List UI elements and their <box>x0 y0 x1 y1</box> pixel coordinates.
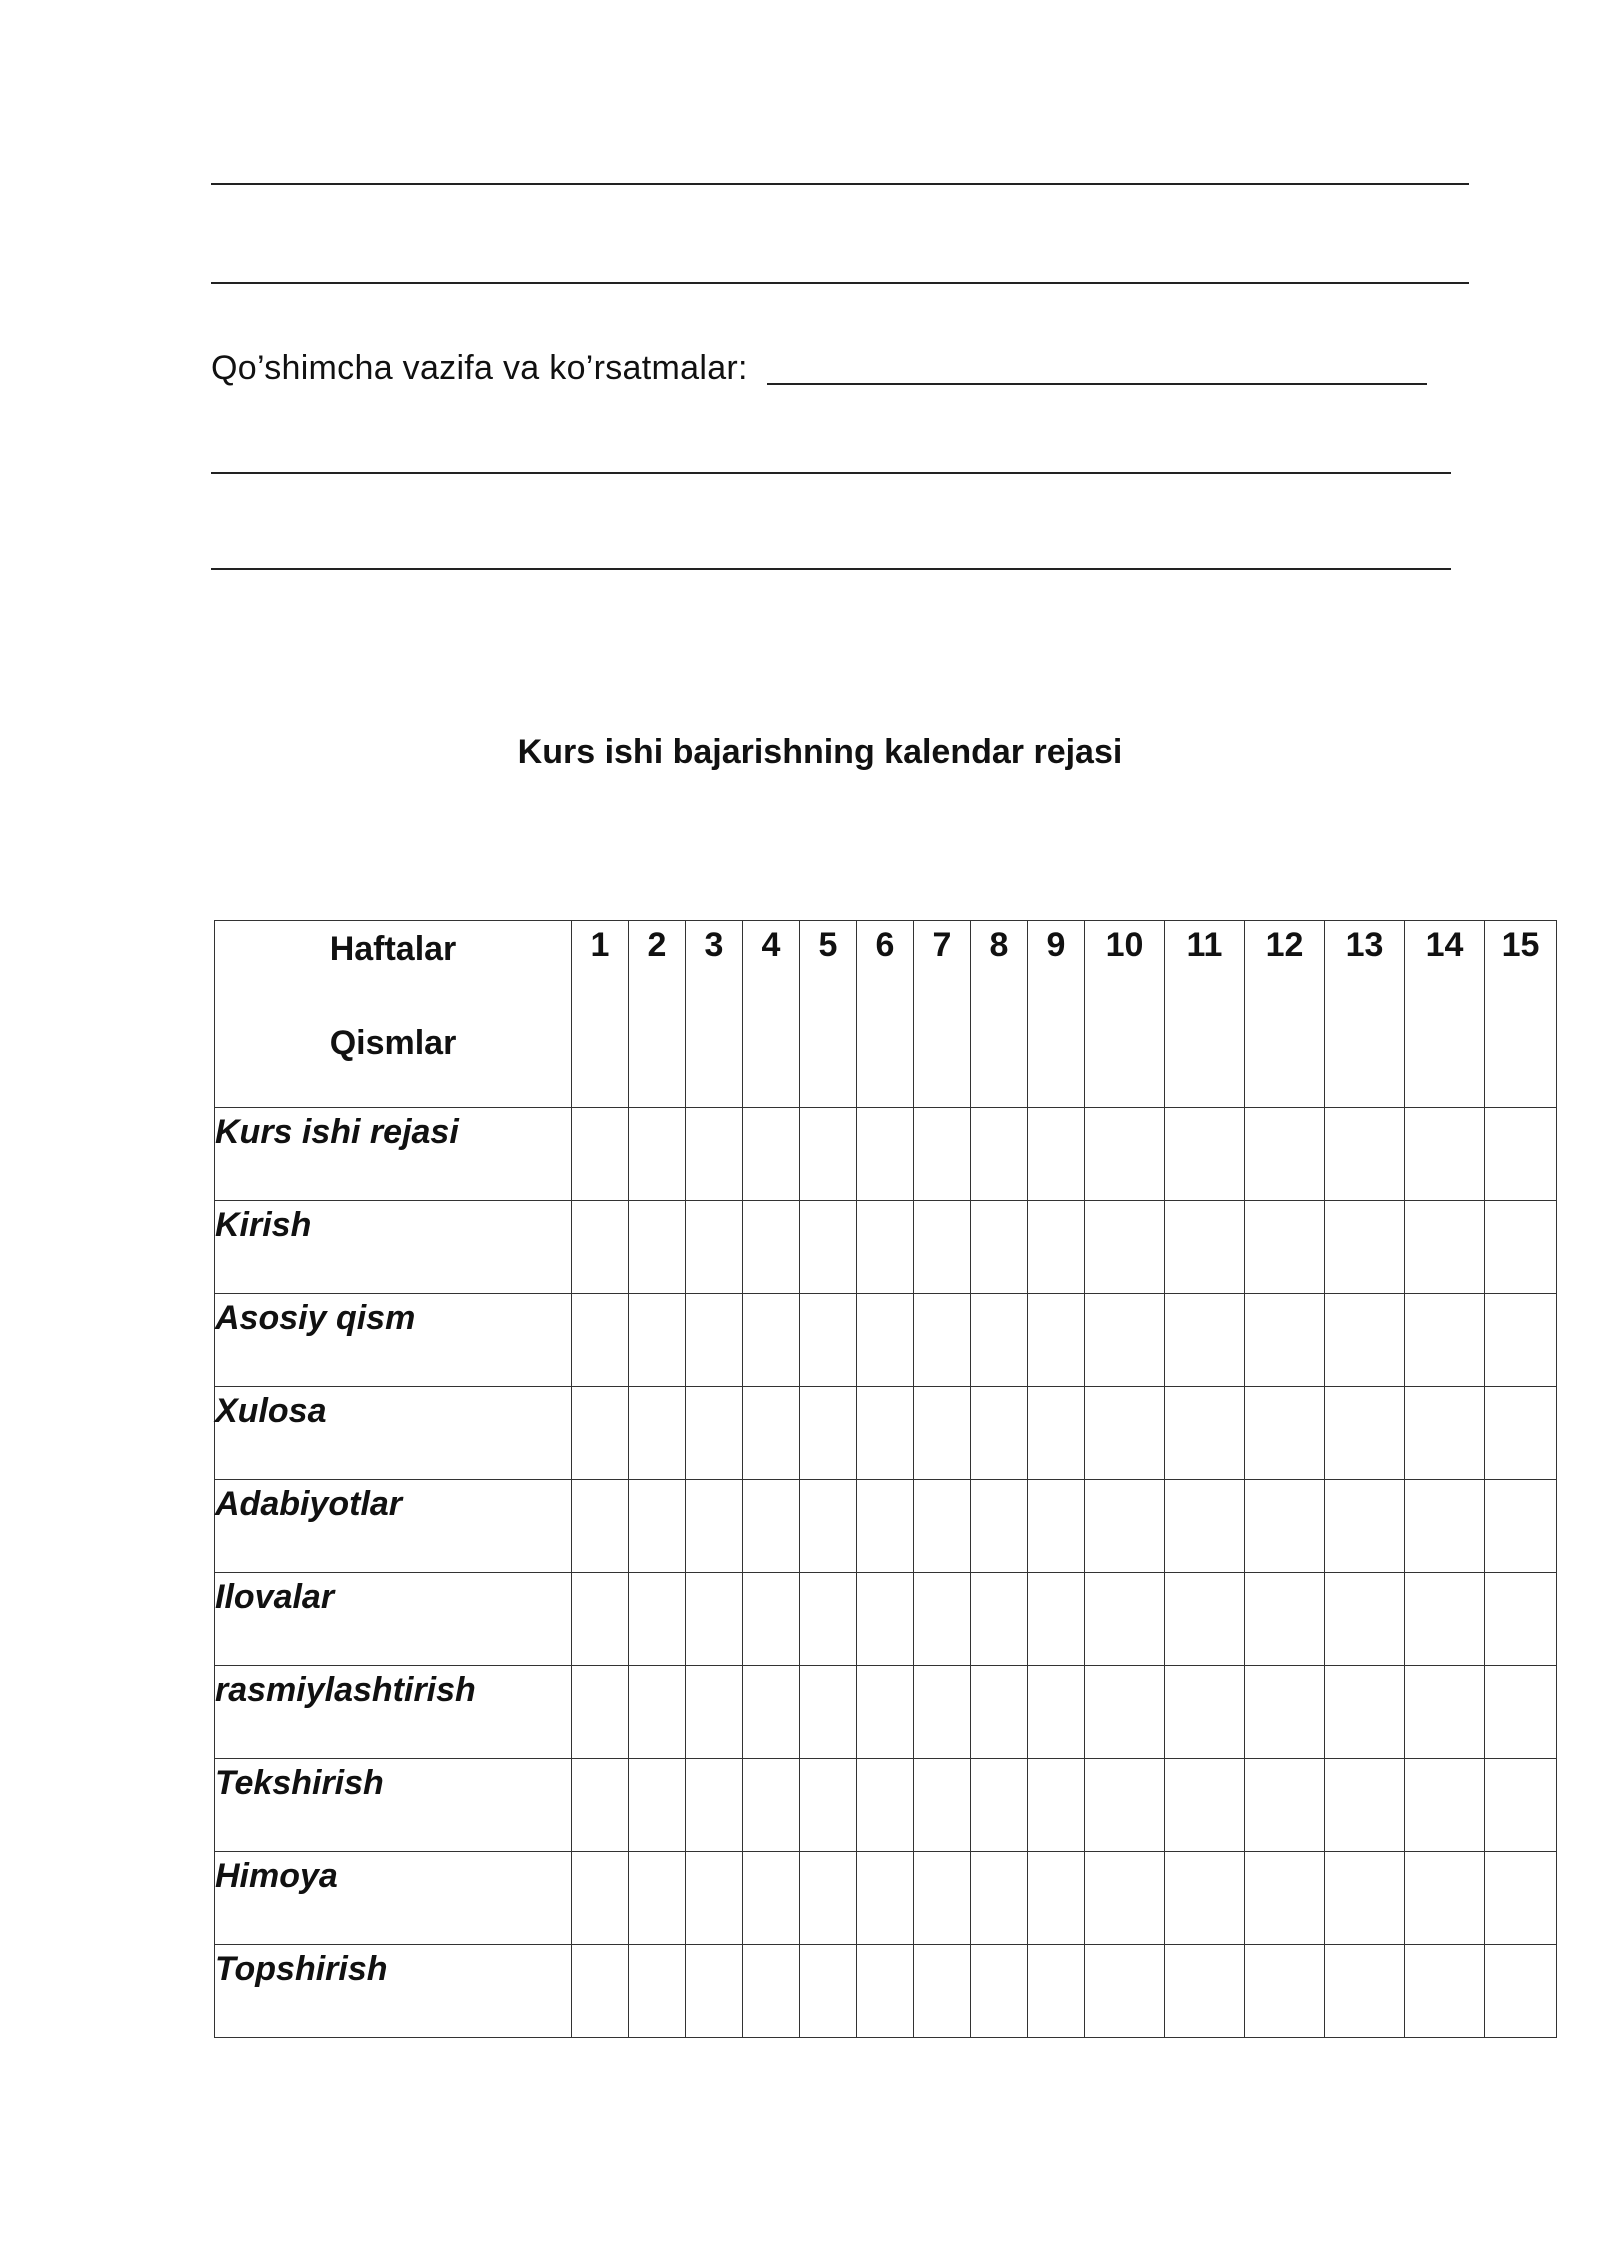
week-number-header: 6 <box>857 921 914 1108</box>
week-cell <box>857 1759 914 1852</box>
week-cell <box>1485 1945 1557 2038</box>
table-row <box>215 1852 1557 1945</box>
week-cell <box>800 1852 857 1945</box>
week-cell <box>800 1294 857 1387</box>
week-cell <box>1405 1945 1485 2038</box>
calendar-plan-title: Kurs ishi bajarishning kalendar rejasi <box>517 733 1123 771</box>
week-cell <box>1165 1108 1245 1201</box>
week-cell <box>572 1852 629 1945</box>
week-cell <box>1405 1852 1485 1945</box>
week-cell <box>743 1294 800 1387</box>
week-cell <box>629 1387 686 1480</box>
week-cell <box>686 1387 743 1480</box>
table-row <box>215 1387 1557 1480</box>
week-cell <box>629 1294 686 1387</box>
week-cell <box>1325 1294 1405 1387</box>
week-cell <box>629 1945 686 2038</box>
week-cell <box>1245 1294 1325 1387</box>
header-weeks-label: Haftalar <box>329 930 457 968</box>
week-cell <box>857 1108 914 1201</box>
week-cell <box>800 1387 857 1480</box>
week-cell <box>1325 1480 1405 1573</box>
blank-line <box>211 472 1451 474</box>
week-number-header: 1 <box>572 921 629 1108</box>
header-sections-label: Qismlar <box>329 1024 457 1062</box>
week-cell <box>1485 1852 1557 1945</box>
week-cell <box>1028 1945 1085 2038</box>
week-cell <box>1485 1573 1557 1666</box>
week-cell <box>1485 1480 1557 1573</box>
week-cell <box>800 1108 857 1201</box>
week-cell <box>572 1945 629 2038</box>
week-cell <box>1028 1759 1085 1852</box>
week-cell <box>629 1852 686 1945</box>
week-number-header: 3 <box>686 921 743 1108</box>
week-cell <box>572 1201 629 1294</box>
calendar-plan-table <box>214 920 1557 2038</box>
extra-tasks-underline <box>767 383 1427 385</box>
week-cell <box>1245 1852 1325 1945</box>
week-cell <box>1085 1108 1165 1201</box>
week-cell <box>914 1108 971 1201</box>
week-cell <box>1485 1759 1557 1852</box>
week-cell <box>572 1387 629 1480</box>
week-cell <box>686 1480 743 1573</box>
week-cell <box>1245 1201 1325 1294</box>
week-cell <box>971 1945 1028 2038</box>
week-number-header: 11 <box>1165 921 1245 1108</box>
week-cell <box>686 1945 743 2038</box>
week-cell <box>1325 1666 1405 1759</box>
blank-line <box>211 183 1469 185</box>
week-number-header: 13 <box>1325 921 1405 1108</box>
week-cell <box>1085 1480 1165 1573</box>
section-label: Asosiy qism <box>215 1294 572 1387</box>
week-cell <box>1405 1480 1485 1573</box>
week-cell <box>800 1945 857 2038</box>
week-cell <box>914 1480 971 1573</box>
week-cell <box>743 1945 800 2038</box>
week-number-header: 14 <box>1405 921 1485 1108</box>
week-cell <box>1165 1945 1245 2038</box>
week-number-header: 12 <box>1245 921 1325 1108</box>
week-cell <box>857 1852 914 1945</box>
week-cell <box>800 1480 857 1573</box>
table-row <box>215 1294 1557 1387</box>
week-cell <box>686 1201 743 1294</box>
week-cell <box>800 1573 857 1666</box>
week-cell <box>914 1387 971 1480</box>
week-cell <box>971 1480 1028 1573</box>
section-label: rasmiylashtirish <box>215 1666 572 1759</box>
week-cell <box>1028 1480 1085 1573</box>
week-cell <box>629 1480 686 1573</box>
week-cell <box>971 1108 1028 1201</box>
week-cell <box>686 1294 743 1387</box>
table-row <box>215 1573 1557 1666</box>
week-cell <box>572 1666 629 1759</box>
week-cell <box>572 1480 629 1573</box>
week-cell <box>1165 1759 1245 1852</box>
week-cell <box>1245 1759 1325 1852</box>
week-cell <box>743 1573 800 1666</box>
week-cell <box>1165 1666 1245 1759</box>
week-cell <box>1085 1573 1165 1666</box>
week-cell <box>800 1666 857 1759</box>
week-cell <box>1405 1573 1485 1666</box>
week-cell <box>1325 1945 1405 2038</box>
week-cell <box>1245 1573 1325 1666</box>
week-cell <box>971 1666 1028 1759</box>
week-cell <box>629 1108 686 1201</box>
extra-tasks-label: Qo’shimcha vazifa va ko’rsatmalar: <box>211 349 748 387</box>
week-cell <box>629 1666 686 1759</box>
week-cell <box>971 1759 1028 1852</box>
week-cell <box>686 1759 743 1852</box>
week-cell <box>743 1201 800 1294</box>
week-cell <box>914 1573 971 1666</box>
week-cell <box>1325 1759 1405 1852</box>
week-cell <box>629 1759 686 1852</box>
table-row <box>215 1666 1557 1759</box>
week-cell <box>800 1759 857 1852</box>
week-cell <box>1245 1480 1325 1573</box>
table-row <box>215 1108 1557 1201</box>
week-cell <box>1028 1852 1085 1945</box>
week-cell <box>686 1108 743 1201</box>
section-label: Kirish <box>215 1201 572 1294</box>
week-cell <box>1165 1573 1245 1666</box>
week-cell <box>857 1480 914 1573</box>
week-cell <box>1165 1852 1245 1945</box>
week-cell <box>629 1573 686 1666</box>
week-cell <box>629 1201 686 1294</box>
table-row <box>215 1759 1557 1852</box>
week-cell <box>743 1666 800 1759</box>
week-cell <box>1485 1294 1557 1387</box>
week-cell <box>857 1387 914 1480</box>
week-cell <box>572 1108 629 1201</box>
week-cell <box>686 1852 743 1945</box>
week-cell <box>572 1294 629 1387</box>
week-cell <box>1085 1294 1165 1387</box>
week-cell <box>1405 1201 1485 1294</box>
week-cell <box>857 1573 914 1666</box>
week-cell <box>1245 1666 1325 1759</box>
table-header-row <box>215 921 1557 1108</box>
week-cell <box>971 1852 1028 1945</box>
section-label: Ilovalar <box>215 1573 572 1666</box>
week-cell <box>1485 1666 1557 1759</box>
week-cell <box>1165 1201 1245 1294</box>
week-cell <box>1165 1387 1245 1480</box>
week-cell <box>1028 1573 1085 1666</box>
week-cell <box>1085 1387 1165 1480</box>
week-cell <box>1085 1759 1165 1852</box>
week-cell <box>914 1201 971 1294</box>
week-number-header: 15 <box>1485 921 1557 1108</box>
table-row <box>215 1945 1557 2038</box>
week-cell <box>1028 1294 1085 1387</box>
week-cell <box>1485 1387 1557 1480</box>
week-number-header: 5 <box>800 921 857 1108</box>
week-cell <box>1485 1108 1557 1201</box>
section-label: Kurs ishi rejasi <box>215 1108 572 1201</box>
week-cell <box>800 1201 857 1294</box>
week-cell <box>1085 1945 1165 2038</box>
week-cell <box>1485 1201 1557 1294</box>
week-cell <box>1085 1666 1165 1759</box>
week-cell <box>743 1759 800 1852</box>
week-cell <box>1325 1108 1405 1201</box>
blank-line <box>211 568 1451 570</box>
table-row <box>215 1201 1557 1294</box>
week-cell <box>1028 1201 1085 1294</box>
week-cell <box>914 1294 971 1387</box>
week-cell <box>686 1573 743 1666</box>
week-number-header: 7 <box>914 921 971 1108</box>
header-corner-cell <box>215 921 572 1108</box>
week-cell <box>743 1108 800 1201</box>
week-cell <box>1028 1387 1085 1480</box>
week-cell <box>971 1387 1028 1480</box>
week-cell <box>1405 1387 1485 1480</box>
section-label: Himoya <box>215 1852 572 1945</box>
section-label: Topshirish <box>215 1945 572 2038</box>
week-cell <box>1028 1108 1085 1201</box>
section-label: Xulosa <box>215 1387 572 1480</box>
week-cell <box>1405 1759 1485 1852</box>
week-cell <box>743 1387 800 1480</box>
blank-line <box>211 282 1469 284</box>
table-row <box>215 1480 1557 1573</box>
week-cell <box>914 1945 971 2038</box>
section-label: Tekshirish <box>215 1759 572 1852</box>
week-cell <box>1245 1108 1325 1201</box>
week-number-header: 4 <box>743 921 800 1108</box>
week-cell <box>971 1573 1028 1666</box>
week-cell <box>857 1294 914 1387</box>
week-cell <box>1325 1852 1405 1945</box>
week-cell <box>857 1945 914 2038</box>
week-cell <box>857 1201 914 1294</box>
week-cell <box>1405 1666 1485 1759</box>
week-cell <box>857 1666 914 1759</box>
week-number-header: 9 <box>1028 921 1085 1108</box>
week-cell <box>1325 1201 1405 1294</box>
week-cell <box>1028 1666 1085 1759</box>
week-cell <box>1245 1945 1325 2038</box>
week-cell <box>686 1666 743 1759</box>
week-cell <box>1085 1852 1165 1945</box>
week-cell <box>572 1759 629 1852</box>
week-number-header: 10 <box>1085 921 1165 1108</box>
week-cell <box>1165 1480 1245 1573</box>
week-number-header: 8 <box>971 921 1028 1108</box>
week-cell <box>743 1480 800 1573</box>
week-cell <box>1325 1387 1405 1480</box>
week-cell <box>1405 1294 1485 1387</box>
week-cell <box>971 1201 1028 1294</box>
week-cell <box>1245 1387 1325 1480</box>
week-cell <box>572 1573 629 1666</box>
week-cell <box>914 1852 971 1945</box>
week-cell <box>971 1294 1028 1387</box>
section-label: Adabiyotlar <box>215 1480 572 1573</box>
week-cell <box>743 1852 800 1945</box>
week-cell <box>1405 1108 1485 1201</box>
week-cell <box>914 1666 971 1759</box>
week-cell <box>914 1759 971 1852</box>
week-number-header: 2 <box>629 921 686 1108</box>
week-cell <box>1085 1201 1165 1294</box>
week-cell <box>1165 1294 1245 1387</box>
week-cell <box>1325 1573 1405 1666</box>
